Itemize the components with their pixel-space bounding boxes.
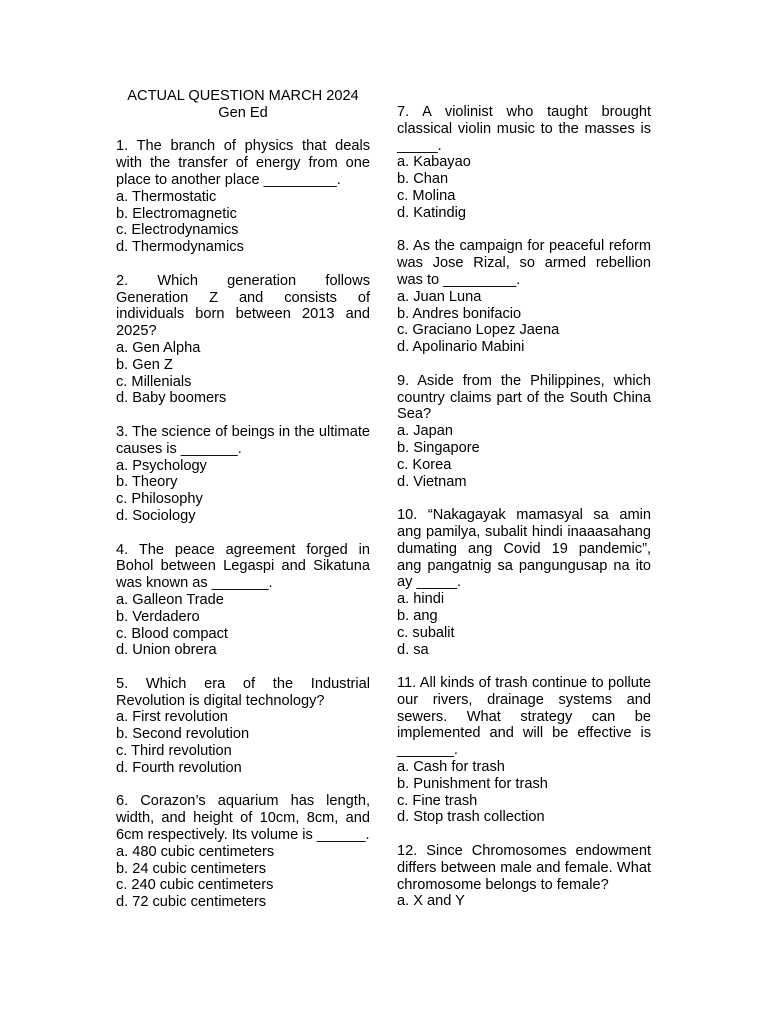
question-1: [116, 138, 370, 256]
question-stem: 7. A violinist who taught brought classical violin music to the masses is _____.: [397, 104, 651, 154]
option-a: a. First revolution: [116, 709, 228, 726]
option-b: b. Chan: [397, 171, 449, 188]
question-12: [397, 843, 651, 910]
question-stem: 3. The science of beings in the ultimate causes is _______.: [116, 423, 370, 457]
option-c: c. Millenials: [116, 373, 192, 390]
document-title: ACTUAL QUESTION MARCH 2024: [127, 88, 359, 104]
option-c: c. Fine trash: [397, 792, 478, 809]
option-b: b. ang: [397, 607, 438, 624]
option-d: d. Vietnam: [397, 473, 467, 490]
option-b: b. Electromagnetic: [116, 205, 237, 222]
option-c: c. Third revolution: [116, 743, 232, 760]
question-stem: 11. All kinds of trash continue to pollute our rivers, drainage systems and sewers. What strategy can be implemented and will be effective is _______.: [397, 675, 651, 759]
question-stem: 4. The peace agreement forged in Bohol between Legaspi and Sikatuna was known as _______.: [116, 541, 370, 592]
question-10: [397, 507, 651, 658]
option-b: b. 24 cubic centimeters: [116, 860, 267, 877]
question-4: [116, 542, 370, 660]
option-b: b. Second revolution: [116, 726, 250, 743]
option-d: d. Apolinario Mabini: [397, 339, 525, 356]
option-d: d. Stop trash collection: [397, 809, 545, 826]
right-column: [397, 104, 651, 927]
option-a: a. Juan Luna: [397, 288, 482, 305]
option-d: d. Baby boomers: [116, 390, 227, 407]
question-3: [116, 424, 370, 525]
option-a: a. 480 cubic centimeters: [116, 843, 275, 860]
question-stem: 5. Which era of the Industrial Revolution is digital technology?: [116, 675, 370, 709]
question-2: [116, 273, 370, 407]
option-d: d. Thermodynamics: [116, 239, 244, 256]
option-c: c. Blood compact: [116, 625, 228, 642]
question-stem: 12. Since Chromosomes endowment differs between male and female. What chromosome belongs to female?: [397, 843, 651, 893]
question-stem: 6. Corazon’s aquarium has length, width, and height of 10cm, 8cm, and 6cm respectively. Its volume is ______.: [116, 793, 370, 844]
option-a: a. Thermostatic: [116, 188, 217, 205]
option-c: c. Molina: [397, 187, 456, 204]
option-b: b. Verdadero: [116, 608, 200, 625]
document-subtitle: Gen Ed: [218, 104, 268, 121]
option-a: a. Kabayao: [397, 154, 471, 171]
option-d: d. sa: [397, 641, 429, 658]
option-a: a. Galleon Trade: [116, 591, 224, 608]
option-b: b. Punishment for trash: [397, 775, 548, 792]
option-a: a. Japan: [397, 423, 453, 440]
question-6: [116, 793, 370, 911]
option-d: d. Union obrera: [116, 642, 217, 659]
option-a: a. Cash for trash: [397, 759, 505, 776]
question-stem: 10. “Nakagayak mamasyal sa amin ang pamilya, subalit hindi inaaasahang dumating ang Covid 19 pandemic”, ang pangatnig sa pangungusap na ito ay _____.: [397, 507, 651, 591]
option-c: c. Philosophy: [116, 491, 203, 508]
option-a: a. X and Y: [397, 893, 465, 910]
option-a: a. Psychology: [116, 457, 207, 474]
question-8: [397, 238, 651, 356]
question-stem: 2. Which generation follows Generation Z and consists of individuals born between 2013 and 2025?: [116, 272, 370, 340]
left-column: [116, 88, 370, 928]
option-b: b. Gen Z: [116, 356, 173, 373]
question-9: [397, 373, 651, 491]
option-c: c. 240 cubic centimeters: [116, 877, 274, 894]
question-stem: 8. As the campaign for peaceful reform was Jose Rizal, so armed rebellion was to _________.: [397, 238, 651, 288]
option-c: c. Korea: [397, 456, 452, 473]
option-d: d. Katindig: [397, 204, 466, 221]
option-c: c. Electrodynamics: [116, 222, 239, 239]
option-c: c. subalit: [397, 624, 455, 641]
document-header: [116, 88, 370, 122]
option-b: b. Andres bonifacio: [397, 305, 522, 322]
option-d: d. Sociology: [116, 507, 196, 524]
option-b: b. Theory: [116, 474, 178, 491]
option-d: d. 72 cubic centimeters: [116, 894, 267, 911]
question-5: [116, 676, 370, 777]
option-d: d. Fourth revolution: [116, 759, 242, 776]
question-stem: 1. The branch of physics that deals with the transfer of energy from one place to another place _________.: [116, 138, 370, 188]
option-b: b. Singapore: [397, 439, 480, 456]
option-a: a. hindi: [397, 591, 445, 608]
question-stem: 9. Aside from the Philippines, which country claims part of the South China Sea?: [397, 372, 651, 423]
question-11: [397, 675, 651, 826]
option-c: c. Graciano Lopez Jaena: [397, 322, 560, 339]
question-7: [397, 104, 651, 222]
option-a: a. Gen Alpha: [116, 339, 201, 356]
